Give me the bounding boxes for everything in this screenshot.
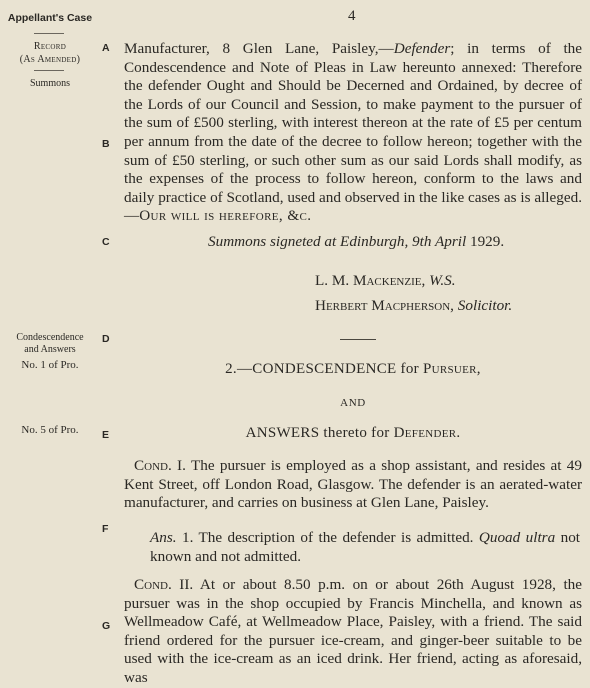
summons-closing: Our will is herefore, &c.	[139, 207, 312, 225]
margin-production-1: No. 1 of Pro.	[21, 359, 79, 371]
margin-condescendence-line2: and Answers	[24, 344, 76, 355]
cond-1-text: The pursuer is employed as a shop assistant, and resides at 49 Kent Street, off London Road, Glasgow. The defender is an aerated-water manufacturer, and carries on business at Glen Lane, Paisley.	[124, 457, 582, 512]
margin-summons: Summons	[29, 78, 70, 89]
cond-2-label: Cond. II.	[134, 576, 194, 593]
heading-answers	[124, 425, 582, 442]
summons-paragraph	[124, 40, 582, 226]
ans-1-text: 1. The description of the defender is admitted.	[176, 529, 474, 546]
marker-c: C	[102, 236, 110, 248]
margin-condescendence-line1: Condescendence	[16, 332, 84, 343]
page-number: 4	[348, 8, 356, 24]
marker-b: B	[102, 138, 110, 150]
signeted-line	[208, 233, 504, 251]
margin-rule	[34, 70, 64, 71]
marker-f: F	[102, 523, 109, 535]
margin-rule	[34, 33, 64, 34]
section-divider	[340, 339, 376, 340]
signature-macpherson	[315, 297, 512, 315]
summons-text-main: ; in terms of the Condescendence and Note of Pleas in Law hereunto annexed: Therefore the defender Ought and Should be Decerned and Ordained, by decree of the Lords of our Council and Session, to make payment to the pursuer of the sum of £500 sterling, with interest thereon at the rate of £5 per centum per annum from the date of the decree to follow hereon; together with the sum of £50 sterling, or such other sum as our said Lords shall modify, as the expenses of the process to follow hereon, conform to the laws and daily practice of Scotland, used and observed in the like cases as is alleged.—	[124, 40, 582, 225]
heading-1-prefix: 2.—CONDESCENDENCE for	[225, 361, 423, 377]
marker-g: G	[102, 620, 111, 632]
heading-2-defender: Defender.	[393, 425, 461, 441]
margin-appellants-case: Appellant's Case	[7, 12, 93, 24]
ans-1-text-2: not known and not admitted.	[150, 529, 581, 565]
cond-1-label: Cond. I.	[134, 457, 186, 474]
signeted-year: 1929.	[469, 233, 505, 250]
margin-production-5: No. 5 of Pro.	[21, 424, 79, 436]
heading-1-pursuer: Pursuer,	[422, 361, 481, 377]
margin-record-label: Record	[33, 41, 67, 52]
marker-a: A	[102, 42, 110, 54]
signature-1-title: W.S.	[429, 272, 456, 289]
answer-1	[150, 529, 580, 566]
ans-1-quoad: Quoad ultra	[478, 529, 556, 546]
signature-mackenzie	[315, 272, 456, 290]
signature-2-title: Solicitor.	[457, 297, 513, 314]
signature-2-name: Herbert Macpherson,	[315, 297, 454, 314]
summons-text-start: Manufacturer, 8 Glen Lane, Paisley,—	[124, 40, 394, 57]
condescendence-1	[124, 457, 582, 513]
margin-condescendence	[0, 332, 100, 356]
heading-and: AND	[340, 397, 366, 409]
signature-1-name: L. M. Mackenzie,	[315, 272, 426, 289]
heading-condescendence	[124, 361, 582, 378]
ans-1-label: Ans.	[150, 529, 177, 546]
heading-2-prefix: ANSWERS thereto for	[245, 425, 394, 441]
signeted-text: Summons signeted at Edinburgh, 9th April	[208, 233, 467, 250]
defender-term: Defender	[393, 40, 451, 57]
marker-d: D	[102, 333, 110, 345]
condescendence-2	[124, 576, 582, 688]
marker-e: E	[102, 429, 110, 441]
cond-2-text: At or about 8.50 p.m. on or about 26th August 1928, the pursuer was in the shop occupied by Francis Minchella, and known as Wellmeadow Café, at Wellmeadow Place, Paisley, with a friend. The said friend ordered for the pursuer ice-cream, and ginger-beer suitable to be used with the ice-cream as an iced drink. Her friend, acting as aforesaid, was	[124, 576, 583, 686]
margin-record-amended: (As Amended)	[19, 54, 81, 65]
margin-record	[0, 40, 100, 66]
